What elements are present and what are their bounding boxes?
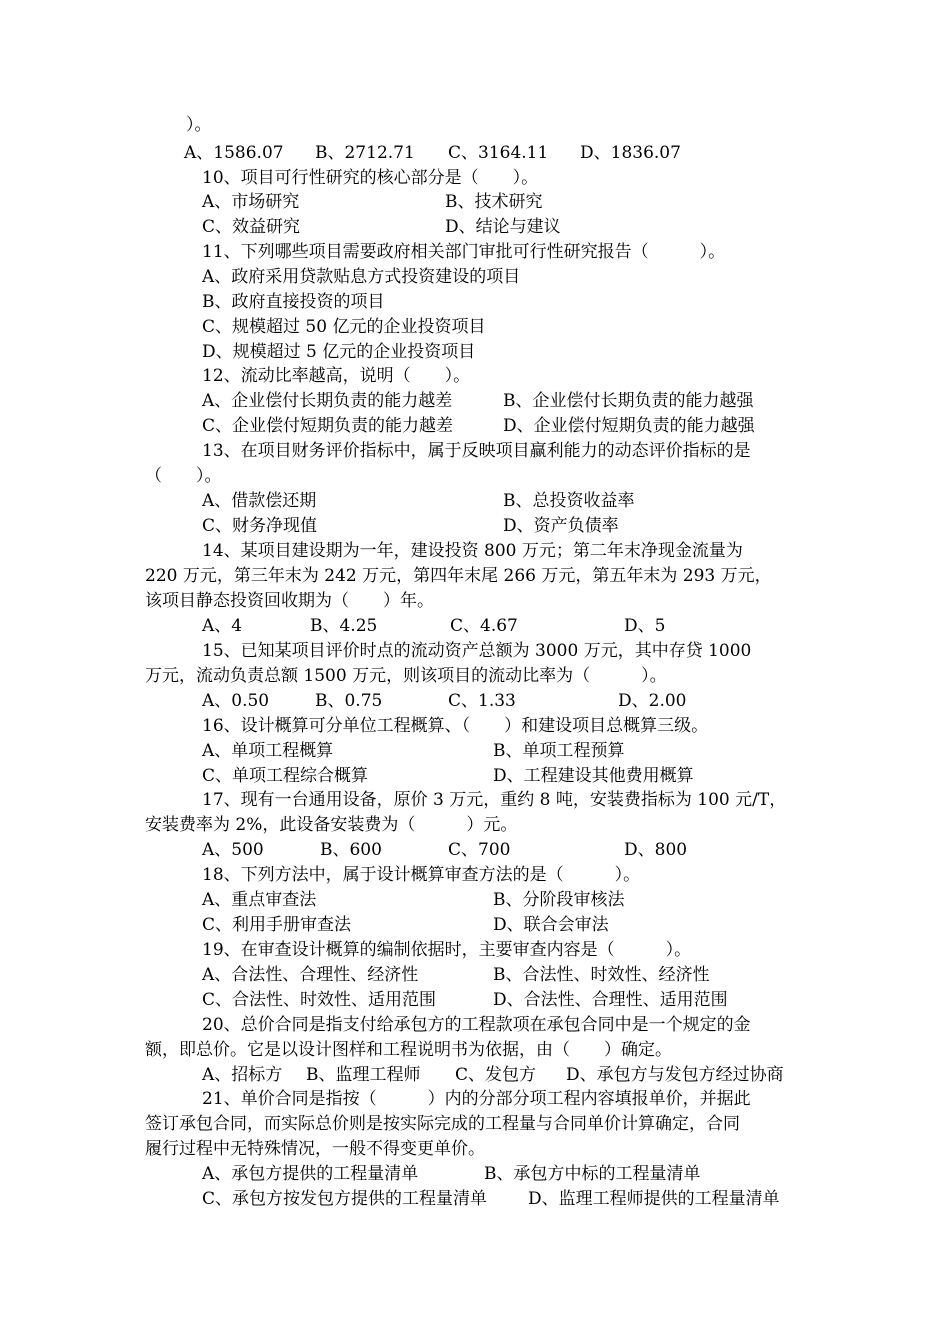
question-16-text: 16、设计概算可分单位工程概算、（ ）和建设项目总概算三级。 bbox=[202, 716, 709, 736]
question-9-option-d: D、1836.07 bbox=[580, 143, 681, 163]
question-14-option-c: C、4.67 bbox=[450, 616, 518, 636]
question-21-option-c: C、承包方按发包方提供的工程量清单 bbox=[202, 1189, 488, 1209]
question-14-text-line1: 14、某项目建设期为一年，建设投资 800 万元；第二年末净现金流量为 bbox=[202, 541, 743, 561]
question-15-option-c: C、1.33 bbox=[448, 691, 516, 711]
question-12-option-a: A、企业偿付长期负责的能力越差 bbox=[202, 391, 453, 411]
question-11-option-c: C、规模超过 50 亿元的企业投资项目 bbox=[202, 317, 486, 337]
question-10-option-a: A、市场研究 bbox=[202, 192, 300, 212]
question-20-text-line1: 20、总价合同是指支付给承包方的工程款项在承包合同中是一个规定的金 bbox=[202, 1015, 751, 1035]
question-11-text: 11、下列哪些项目需要政府相关部门审批可行性研究报告（ ）。 bbox=[202, 242, 726, 262]
question-13-option-b: B、总投资收益率 bbox=[503, 491, 635, 511]
question-20-option-b: B、监理工程师 bbox=[306, 1065, 421, 1085]
question-21-text-line3: 履行过程中无特殊情况，一般不得变更单价。 bbox=[145, 1139, 485, 1159]
question-13-option-d: D、资产负债率 bbox=[503, 516, 619, 536]
question-18-text: 18、下列方法中，属于设计概算审查方法的是（ ）。 bbox=[202, 865, 641, 885]
question-19-option-c: C、合法性、时效性、适用范围 bbox=[202, 990, 437, 1010]
question-10-option-b: B、技术研究 bbox=[445, 192, 543, 212]
question-9-option-c: C、3164.11 bbox=[448, 143, 549, 163]
question-18-option-b: B、分阶段审核法 bbox=[493, 890, 625, 910]
question-11-option-d: D、规模超过 5 亿元的企业投资项目 bbox=[202, 342, 476, 362]
question-14-option-a: A、4 bbox=[202, 616, 243, 636]
question-14-text-line2: 220 万元，第三年末为 242 万元，第四年末尾 266 万元，第五年末为 293 万元， bbox=[145, 566, 772, 586]
question-13-text-line1: 13、在项目财务评价指标中，属于反映项目赢利能力的动态评价指标的是 bbox=[202, 441, 751, 461]
question-21-option-a: A、承包方提供的工程量清单 bbox=[202, 1164, 419, 1184]
question-16-option-d: D、工程建设其他费用概算 bbox=[493, 766, 694, 786]
question-15-text-line1: 15、已知某项目评价时点的流动资产总额为 3000 万元，其中存贷 1000 bbox=[202, 641, 752, 661]
question-15-option-d: D、2.00 bbox=[618, 691, 687, 711]
question-19-option-d: D、合法性、合理性、适用范围 bbox=[493, 990, 728, 1010]
question-21-text-line2: 签订承包合同，而实际总价则是按实际完成的工程量与合同单价计算确定，合同 bbox=[145, 1114, 740, 1134]
question-14-text-line3: 该项目静态投资回收期为（ ）年。 bbox=[145, 591, 434, 611]
question-19-text: 19、在审查设计概算的编制依据时，主要审查内容是（ ）。 bbox=[202, 940, 692, 960]
question-15-option-a: A、0.50 bbox=[202, 691, 270, 711]
question-20-option-c: C、发包方 bbox=[455, 1065, 537, 1085]
question-15-option-b: B、0.75 bbox=[315, 691, 383, 711]
question-16-option-c: C、单项工程综合概算 bbox=[202, 766, 369, 786]
question-13-option-c: C、财务净现值 bbox=[202, 516, 318, 536]
question-21-option-d: D、监理工程师提供的工程量清单 bbox=[528, 1189, 780, 1209]
question-13-text-line2: （ ）。 bbox=[145, 466, 222, 486]
question-17-option-b: B、600 bbox=[320, 840, 382, 860]
question-14-option-b: B、4.25 bbox=[310, 616, 378, 636]
question-18-option-c: C、利用手册审查法 bbox=[202, 915, 352, 935]
question-13-option-a: A、借款偿还期 bbox=[202, 491, 317, 511]
question-21-text-line1: 21、单价合同是指按（ ）内的分部分项工程内容填报单价，并据此 bbox=[202, 1089, 751, 1109]
question-9-option-b: B、2712.71 bbox=[315, 143, 415, 163]
question-20-option-d: D、承包方与发包方经过协商 bbox=[566, 1065, 784, 1085]
question-12-option-b: B、企业偿付长期负责的能力越强 bbox=[503, 391, 754, 411]
question-11-option-a: A、政府采用贷款贴息方式投资建设的项目 bbox=[202, 267, 521, 287]
question-17-option-c: C、700 bbox=[448, 840, 511, 860]
question-14-option-d: D、5 bbox=[624, 616, 666, 636]
question-17-option-a: A、500 bbox=[202, 840, 264, 860]
question-10-option-d: D、结论与建议 bbox=[445, 217, 561, 237]
question-21-option-b: B、承包方中标的工程量清单 bbox=[484, 1164, 701, 1184]
question-16-option-b: B、单项工程预算 bbox=[493, 741, 625, 761]
question-9-option-a: A、1586.07 bbox=[184, 143, 284, 163]
question-18-option-a: A、重点审查法 bbox=[202, 890, 317, 910]
question-16-option-a: A、单项工程概算 bbox=[202, 741, 334, 761]
question-10-option-c: C、效益研究 bbox=[202, 217, 301, 237]
question-17-text-line2: 安装费率为 2%，此设备安装费为（ ）元。 bbox=[145, 815, 518, 835]
question-9-tail: ）。 bbox=[186, 115, 212, 135]
question-15-text-line2: 万元，流动负责总额 1500 万元，则该项目的流动比率为（ ）。 bbox=[145, 666, 667, 686]
question-19-option-a: A、合法性、合理性、经济性 bbox=[202, 965, 419, 985]
question-12-text: 12、流动比率越高，说明（ ）。 bbox=[202, 366, 471, 386]
question-18-option-d: D、联合会审法 bbox=[493, 915, 609, 935]
question-19-option-b: B、合法性、时效性、经济性 bbox=[493, 965, 710, 985]
question-20-text-line2: 额，即总价。它是以设计图样和工程说明书为依据，由（ ）确定。 bbox=[145, 1040, 672, 1060]
question-12-option-d: D、企业偿付短期负责的能力越强 bbox=[503, 416, 755, 436]
question-17-text-line1: 17、现有一台通用设备，原价 3 万元，重约 8 吨，安装费指标为 100 元/T， bbox=[202, 790, 787, 810]
question-10-text: 10、项目可行性研究的核心部分是（ ）。 bbox=[202, 168, 539, 188]
question-20-option-a: A、招标方 bbox=[202, 1065, 283, 1085]
question-12-option-c: C、企业偿付短期负责的能力越差 bbox=[202, 416, 454, 436]
question-17-option-d: D、800 bbox=[624, 840, 688, 860]
question-11-option-b: B、政府直接投资的项目 bbox=[202, 292, 385, 312]
